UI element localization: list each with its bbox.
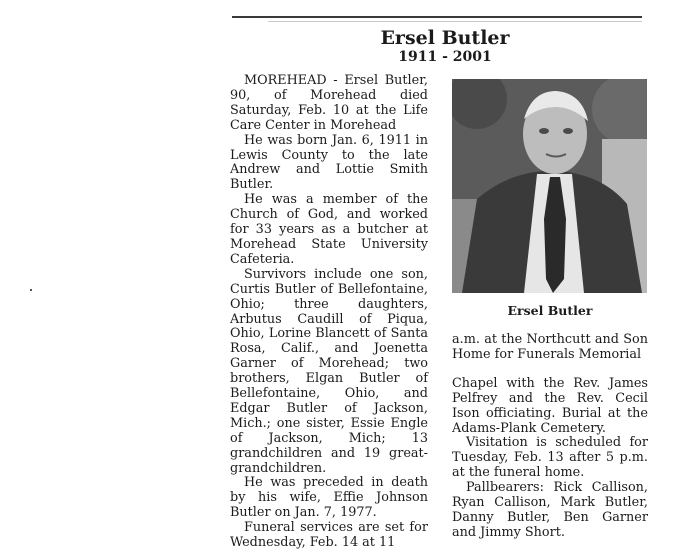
portrait-illustration [452,79,647,293]
paragraph-survivors: Survivors include one son, Curtis Butler of Bellefontaine, Ohio; three daughters, Arbutus Caudill of Piqua, Ohio, Lorine Blancett of Santa Rosa, Calif., and Joenetta Garner of Morehead; two brothers, Elgan Butler of Bellefontaine, Ohio, and Edgar Butler of Jackson, Mich.; one sister, Essie Engle of Jackson, Mich; 13 grandchildren and 19 great-grandchildren. [230,266,428,476]
photo-caption: Ersel Butler [507,303,593,318]
paragraph-funeral-continued: a.m. at the Northcutt and Son Home for Funerals Memorial [452,332,648,362]
obituary-years: 1911 - 2001 [398,49,492,65]
obituary-left-column [230,74,428,551]
portrait-photo [452,79,647,293]
obituary-right-column [452,333,648,541]
paragraph-birth: He was born Jan. 6, 1911 in Lewis County to the late Andrew and Lottie Smith Butler. [230,132,428,193]
paragraph-intro: MOREHEAD - Ersel Butler, 90, of Morehead died Saturday, Feb. 10 at the Life Care Center in Morehead [230,73,428,133]
paragraph-pallbearers: Pallbearers: Rick Callison, Ryan Callison, Mark Butler, Danny Butler, Ben Garner and Jimmy Short. [452,480,648,540]
column-gap [452,363,648,377]
obituary-name: Ersel Butler [380,27,510,49]
paragraph-funeral: Funeral services are set for Wednesday, Feb. 14 at 11 [230,520,428,551]
paragraph-visitation: Visitation is scheduled for Tuesday, Feb. 13 after 5 p.m. at the funeral home. [452,435,648,481]
paragraph-work: He was a member of the Church of God, and worked for 33 years as a butcher at Morehead State University Cafeteria. [230,192,428,267]
scan-speck [30,289,32,291]
header-rule [232,16,642,18]
paragraph-preceded: He was preceded in death by his wife, Effie Johnson Butler on Jan. 7, 1977. [230,475,428,521]
header-rule-faint [268,21,642,22]
paragraph-chapel: Chapel with the Rev. James Pelfrey and the Rev. Cecil Ison officiating. Burial at the Adams-Plank Cemetery. [452,375,648,436]
